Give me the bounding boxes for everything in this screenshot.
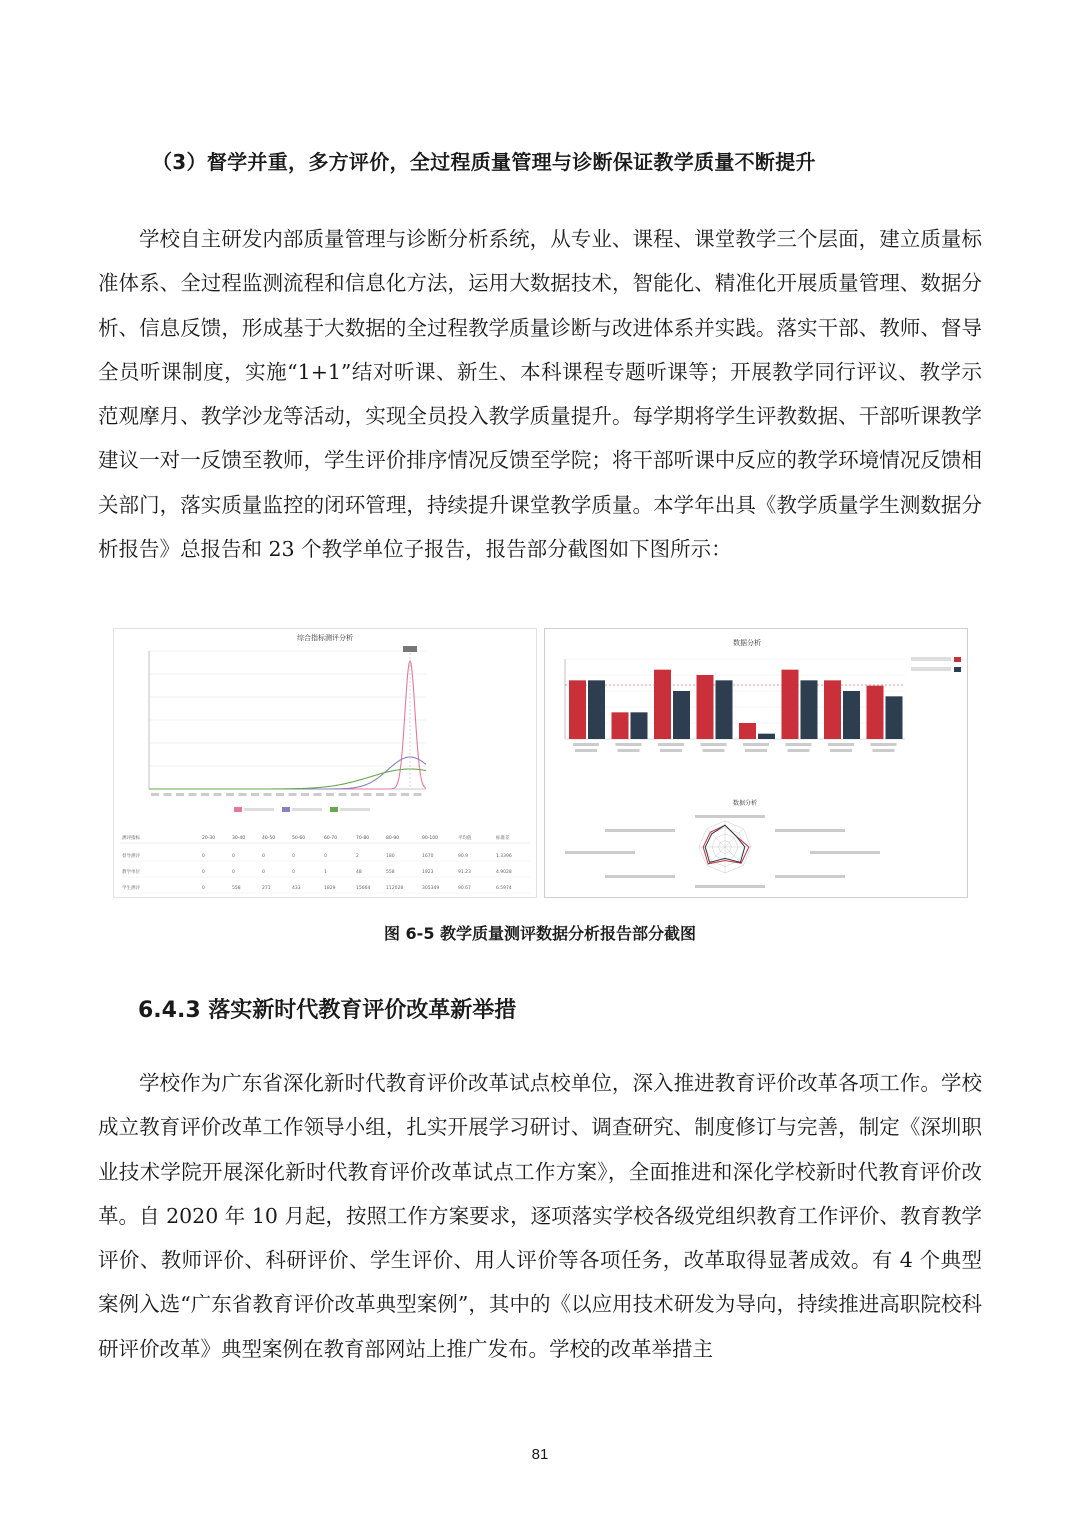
table-cell: 558 <box>232 886 241 891</box>
table-cell: 教学单位 <box>122 870 140 875</box>
x-tick-label <box>301 793 309 796</box>
table-header-cell: 50-60 <box>292 836 306 841</box>
table-cell: 0 <box>262 854 265 859</box>
legend-label <box>244 808 274 811</box>
x-tick-label <box>164 793 172 796</box>
bar-navy <box>631 712 648 739</box>
table-cell: 1.3396 <box>496 854 512 859</box>
table-cell: 90.67 <box>458 886 471 891</box>
x-tick-label <box>618 749 640 752</box>
bar-red <box>569 680 586 739</box>
bar-red <box>654 670 671 739</box>
series-curve <box>149 661 426 789</box>
x-tick-label <box>575 749 597 752</box>
x-tick-label <box>151 793 159 796</box>
radar-axis-label <box>695 815 765 818</box>
table-cell: 学生测评 <box>122 886 140 891</box>
radar-axis-label <box>565 851 635 854</box>
legend-swatch <box>234 807 242 812</box>
radar-axis-label <box>775 875 845 878</box>
table-cell: 0 <box>232 854 235 859</box>
x-tick-label <box>289 793 297 796</box>
table-cell: 1923 <box>422 870 434 875</box>
table-cell: 1829 <box>324 886 336 891</box>
legend-swatch <box>330 807 338 812</box>
x-tick-label <box>745 749 767 752</box>
x-tick-label <box>786 743 812 746</box>
radar-axis-label <box>775 829 845 832</box>
table-header-cell: 90-100 <box>422 836 438 841</box>
x-tick-label <box>414 793 422 796</box>
table-cell: 0 <box>202 886 205 891</box>
table-cell: 4.9028 <box>496 870 512 875</box>
x-tick-label <box>703 749 725 752</box>
table-cell: 0 <box>262 870 265 875</box>
x-tick-label <box>264 793 272 796</box>
bar-navy <box>758 734 775 739</box>
table-header-cell: 标准差 <box>496 836 510 841</box>
x-tick-label <box>201 793 209 796</box>
x-tick-label <box>339 793 347 796</box>
bar-chart-title: 数据分析 <box>733 639 761 647</box>
radar-chart-title: 数据分析 <box>733 800 758 807</box>
table-cell: 督导测评 <box>122 854 140 859</box>
x-tick-label <box>871 743 897 746</box>
table-header-cell: 70-80 <box>356 836 370 841</box>
table-cell: 15664 <box>356 886 371 891</box>
table-cell: 1670 <box>422 854 434 859</box>
table-header-cell: 20-30 <box>202 836 216 841</box>
radar-axis-label <box>695 885 765 888</box>
radar-axis-label <box>810 851 880 854</box>
x-tick-label <box>176 793 184 796</box>
chart-title: 综合指标测评分析 <box>297 634 353 642</box>
bar-red <box>697 675 714 739</box>
table-header-cell: 30-40 <box>232 836 246 841</box>
table-header-cell: 80-90 <box>386 836 400 841</box>
table-header-cell: 平均值 <box>458 836 472 841</box>
bar-red <box>612 712 629 739</box>
table-cell: 0 <box>202 854 205 859</box>
table-cell: 0 <box>324 854 327 859</box>
table-cell: 1 <box>324 870 327 875</box>
x-tick-label <box>251 793 259 796</box>
table-cell: 6.5974 <box>496 886 512 891</box>
x-tick-label <box>364 793 372 796</box>
bar-red <box>824 680 841 739</box>
figure-caption: 图 6-5 教学质量测评数据分析报告部分截图 <box>383 924 697 943</box>
table-cell: 0 <box>232 870 235 875</box>
x-tick-label <box>189 793 197 796</box>
x-tick-label <box>226 793 234 796</box>
table-cell: 433 <box>292 886 301 891</box>
x-tick-label <box>326 793 334 796</box>
legend-label <box>911 667 951 671</box>
bar-navy <box>886 696 903 739</box>
peak-marker <box>403 646 417 652</box>
table-cell: 90.9 <box>458 854 469 859</box>
x-tick-label <box>351 793 359 796</box>
legend-label <box>340 808 370 811</box>
table-cell: 558 <box>386 870 395 875</box>
table-header-cell: 测评指标 <box>122 836 140 841</box>
bar-navy <box>673 691 690 739</box>
table-cell: 0 <box>202 870 205 875</box>
x-tick-label <box>701 743 727 746</box>
legend-label <box>911 657 951 661</box>
table-cell: 271 <box>262 886 271 891</box>
bar-navy <box>801 680 818 739</box>
x-tick-label <box>788 749 810 752</box>
x-tick-label <box>389 793 397 796</box>
x-tick-label <box>376 793 384 796</box>
figure-left-screenshot <box>113 628 537 898</box>
subsection-heading: 6.4.3 落实新时代教育评价改革新举措 <box>138 998 517 1023</box>
page-number: 81 <box>531 1446 549 1463</box>
x-tick-label <box>573 743 599 746</box>
x-tick-label <box>828 743 854 746</box>
table-cell: 48 <box>356 870 362 875</box>
table-cell: 2 <box>356 854 359 859</box>
x-tick-label <box>660 749 682 752</box>
bar-navy <box>588 680 605 739</box>
figure-right-screenshot <box>544 628 968 898</box>
legend-swatch <box>954 667 961 672</box>
table-header-cell: 60-70 <box>324 836 338 841</box>
x-tick-label <box>873 749 895 752</box>
legend-swatch <box>282 807 290 812</box>
x-tick-label <box>658 743 684 746</box>
x-tick-label <box>214 793 222 796</box>
x-tick-label <box>616 743 642 746</box>
bar-red <box>867 686 884 739</box>
table-cell: 0 <box>292 870 295 875</box>
x-tick-label <box>830 749 852 752</box>
bar-red <box>739 723 756 739</box>
paragraph-evaluation-reform: 学校作为广东省深化新时代教育评价改革试点校单位，深入推进教育评价改革各项工作。学校成立教育评价改革工作领导小组，扎实开展学习研讨、调查研究、制度修订与完善，制定《深圳职业技术学院开展深化新时代教育评价改革试点工作方案》，全面推进和深化学校新时代教育评价改革。自 2020 年 10 月起，按照工作方案要求，逐项落实学校各级党组织教育工作评价、教育教学评价、教师评价、科研评价、学生评价、用人评价等各项任务，改革取得显著成效。有 4 个典型案例入选“广东省教育评价改革典型案例”，其中的《以应用技术研发为导向，持续推进高职院校科研评价改革》典型案例在教育部网站上推广发布。学校的改革举措主 <box>98 1071 982 1361</box>
x-tick-label <box>314 793 322 796</box>
table-header-cell: 40-50 <box>262 836 276 841</box>
table-cell: 112028 <box>386 886 404 891</box>
data-analysis-chart <box>545 629 967 897</box>
table-cell: 0 <box>292 854 295 859</box>
legend-label <box>292 808 322 811</box>
radar-axis-label <box>605 829 675 832</box>
bar-navy <box>716 680 733 739</box>
section-heading: （3）督学并重，多方评价，全过程质量管理与诊断保证教学质量不断提升 <box>152 150 816 174</box>
bar-navy <box>843 691 860 739</box>
comprehensive-index-chart <box>114 629 536 897</box>
table-cell: 305349 <box>422 886 440 891</box>
x-tick-label <box>239 793 247 796</box>
radar-axis-label <box>605 875 675 878</box>
table-cell: 91.23 <box>458 870 471 875</box>
x-tick-label <box>743 743 769 746</box>
paragraph-quality-system: 学校自主研发内部质量管理与诊断分析系统，从专业、课程、课堂教学三个层面，建立质量标准体系、全过程监测流程和信息化方法，运用大数据技术，智能化、精准化开展质量管理、数据分析、信息反馈，形成基于大数据的全过程教学质量诊断与改进体系并实践。落实干部、教师、督导全员听课制度，实施“1+1”结对听课、新生、本科课程专题听课等；开展教学同行评议、教学示范观摩月、教学沙龙等活动，实现全员投入教学质量提升。每学期将学生评教数据、干部听课教学建议一对一反馈至教师，学生评价排序情况反馈至学院；将干部听课中反应的教学环境情况反馈相关部门，落实质量监控的闭环管理，持续提升课堂教学质量。本学年出具《教学质量学生测数据分析报告》总报告和 23 个教学单位子报告，报告部分截图如下图所示： <box>98 227 982 562</box>
x-tick-label <box>276 793 284 796</box>
bar-red <box>782 670 799 739</box>
legend-swatch <box>954 657 961 662</box>
table-cell: 180 <box>386 854 395 859</box>
x-tick-label <box>401 793 409 796</box>
